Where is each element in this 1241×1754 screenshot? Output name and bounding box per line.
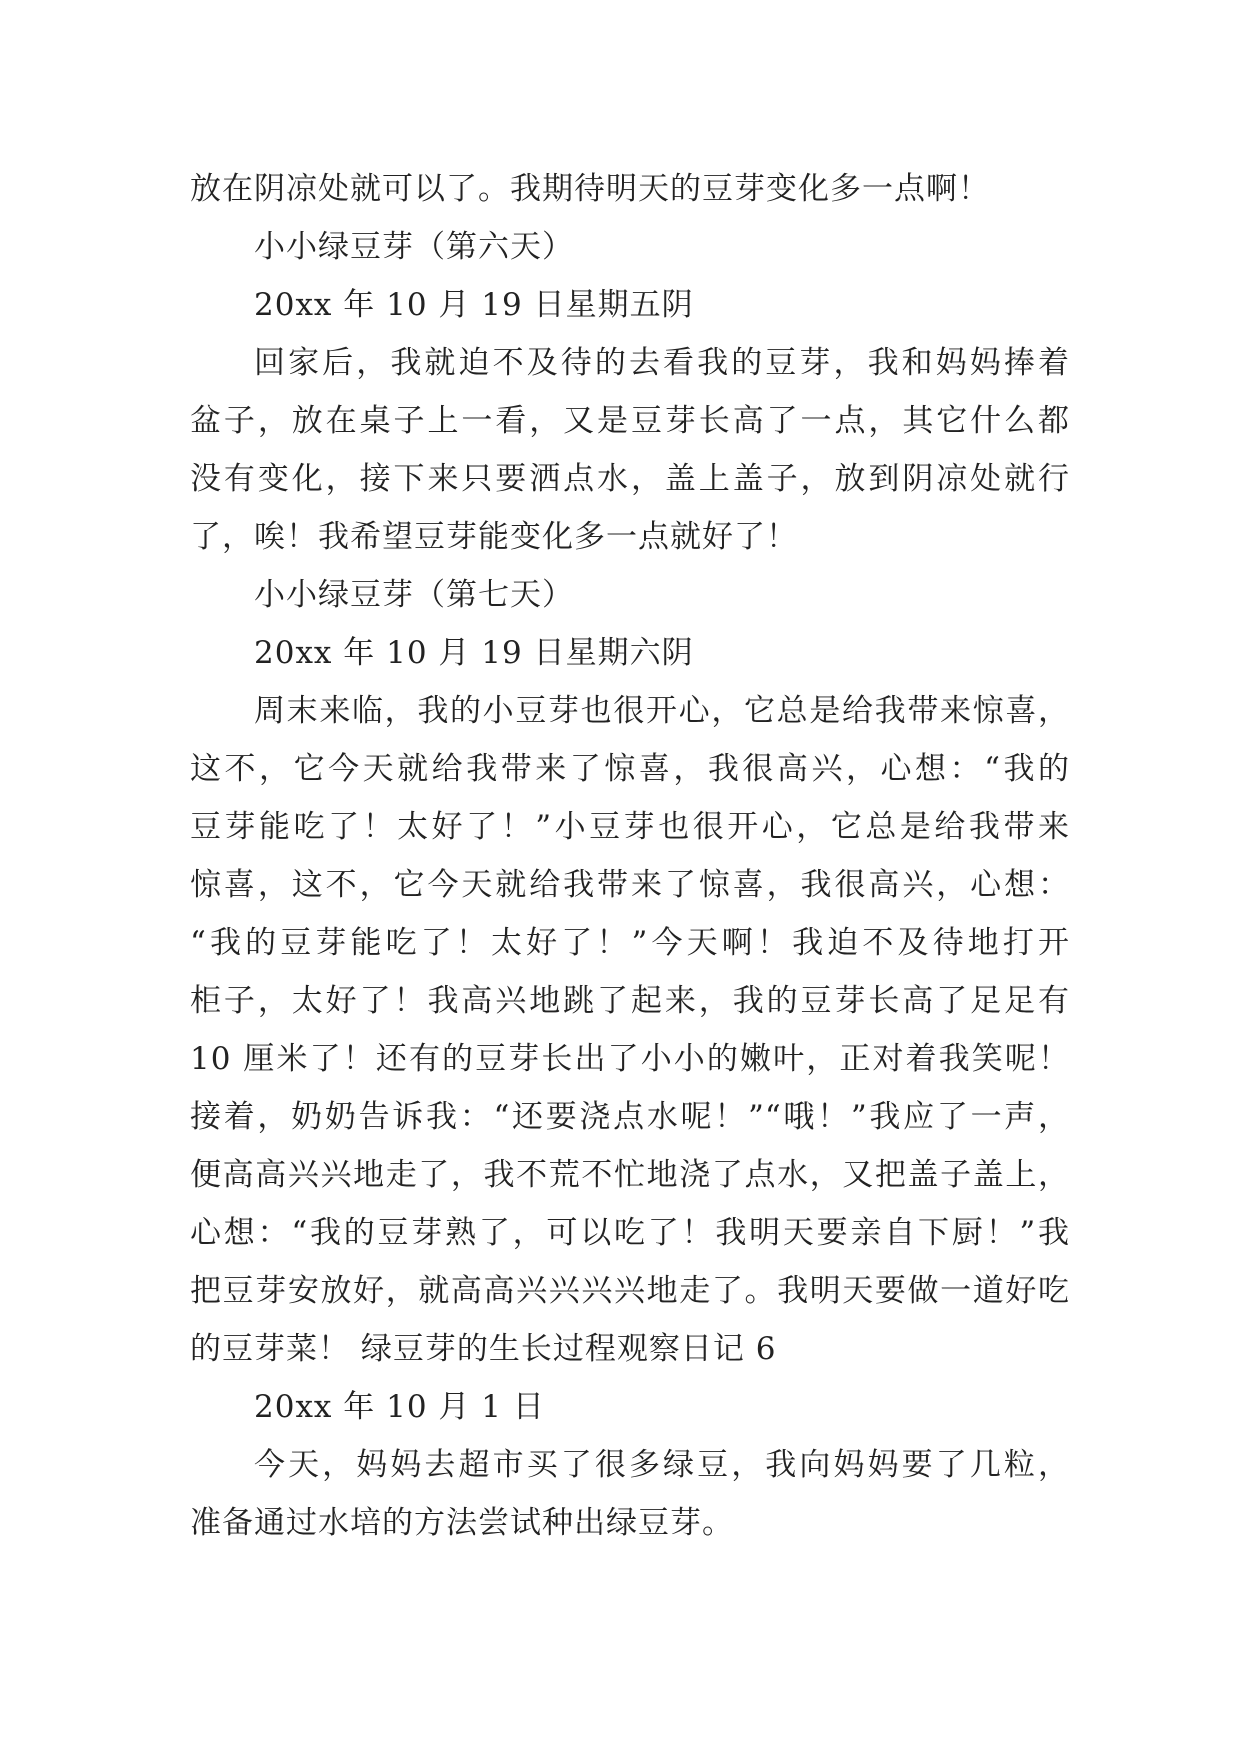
text-line: 心想：“我的豆芽熟了，可以吃了！我明天要亲自下厨！”我 bbox=[190, 1215, 1070, 1251]
document-body bbox=[190, 160, 1070, 1552]
text-line: 准备通过水培的方法尝试种出绿豆芽。 bbox=[190, 1505, 734, 1541]
text-line: 回家后，我就迫不及待的去看我的豆芽，我和妈妈捧着 bbox=[254, 345, 1070, 381]
text-line: “我的豆芽能吃了！太好了！”今天啊！我迫不及待地打开 bbox=[190, 925, 1070, 961]
text-line: 今天，妈妈去超市买了很多绿豆，我向妈妈要了几粒， bbox=[254, 1447, 1070, 1483]
text-line: 豆芽能吃了！太好了！”小豆芽也很开心，它总是给我带来 bbox=[190, 809, 1070, 845]
text-line: 柜子，太好了！我高兴地跳了起来，我的豆芽长高了足足有 bbox=[190, 983, 1070, 1019]
text-line: 盆子，放在桌子上一看，又是豆芽长高了一点，其它什么都 bbox=[190, 403, 1070, 439]
text-line: 把豆芽安放好，就高高兴兴兴兴地走了。我明天要做一道好吃 bbox=[190, 1273, 1070, 1309]
text-line: 20xx 年 10 月 19 日星期六阴 bbox=[254, 635, 694, 671]
text-line: 10 厘米了！还有的豆芽长出了小小的嫩叶，正对着我笑呢！ bbox=[190, 1041, 1070, 1077]
text-line: 的豆芽菜！ 绿豆芽的生长过程观察日记 6 bbox=[190, 1331, 777, 1367]
text-line: 惊喜，这不，它今天就给我带来了惊喜，我很高兴，心想： bbox=[190, 867, 1070, 903]
text-line: 小小绿豆芽（第六天） bbox=[254, 229, 574, 265]
text-line: 这不，它今天就给我带来了惊喜，我很高兴，心想：“我的 bbox=[190, 751, 1070, 787]
text-line: 20xx 年 10 月 19 日星期五阴 bbox=[254, 287, 694, 323]
text-line: 了，唉！我希望豆芽能变化多一点就好了！ bbox=[190, 519, 798, 555]
text-line: 20xx 年 10 月 1 日 bbox=[254, 1389, 545, 1425]
text-line: 小小绿豆芽（第七天） bbox=[254, 577, 574, 613]
text-line: 接着，奶奶告诉我：“还要浇点水呢！”“哦！”我应了一声， bbox=[190, 1099, 1070, 1135]
text-line: 放在阴凉处就可以了。我期待明天的豆芽变化多一点啊！ bbox=[190, 171, 990, 207]
text-line: 便高高兴兴地走了，我不荒不忙地浇了点水，又把盖子盖上， bbox=[190, 1157, 1070, 1193]
text-line: 没有变化，接下来只要洒点水，盖上盖子，放到阴凉处就行 bbox=[190, 461, 1070, 497]
text-line: 周末来临，我的小豆芽也很开心，它总是给我带来惊喜， bbox=[254, 693, 1070, 729]
